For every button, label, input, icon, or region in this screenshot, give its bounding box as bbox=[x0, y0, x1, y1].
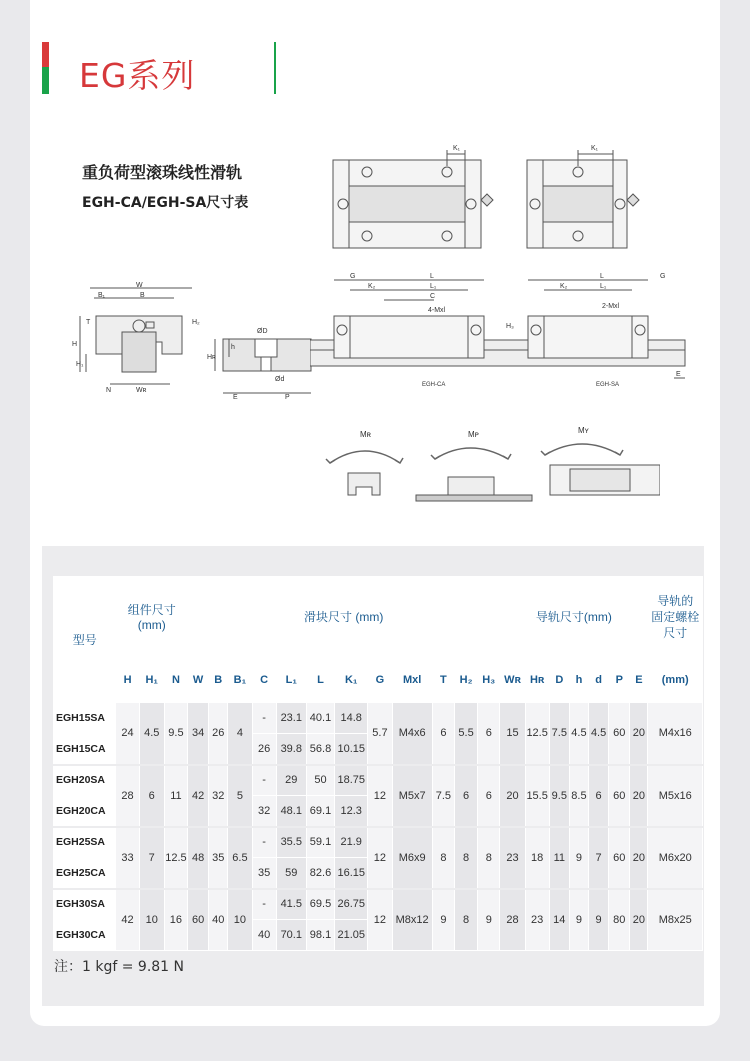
table-cell: 9 bbox=[478, 889, 500, 951]
table-cell: 29 bbox=[276, 765, 306, 796]
table-cell: 11 bbox=[549, 827, 569, 889]
table-cell: - bbox=[252, 827, 276, 858]
table-cell: 18.75 bbox=[335, 765, 368, 796]
table-cell: - bbox=[252, 889, 276, 920]
w-label: W bbox=[136, 282, 143, 289]
table-cell: 33 bbox=[116, 827, 139, 889]
column-header: L₁ bbox=[276, 657, 306, 703]
table-cell: 10 bbox=[228, 889, 252, 951]
table-cell: 9 bbox=[589, 889, 609, 951]
table-cell: 16 bbox=[164, 889, 187, 951]
table-cell: 69.5 bbox=[306, 889, 334, 920]
e-label-left: E bbox=[233, 394, 238, 400]
table-cell: 14.8 bbox=[335, 703, 368, 734]
column-header: d bbox=[589, 657, 609, 703]
table-cell: 14 bbox=[549, 889, 569, 951]
table-cell: 5.7 bbox=[368, 703, 392, 765]
table-cell: 26 bbox=[209, 703, 228, 765]
table-cell: 9 bbox=[432, 889, 454, 951]
table-cell: 7.5 bbox=[549, 703, 569, 765]
table-cell: 82.6 bbox=[306, 858, 334, 889]
c-label: C bbox=[430, 293, 436, 300]
table-cell: 7 bbox=[589, 827, 609, 889]
column-header-row bbox=[54, 657, 703, 703]
top-view-drawings bbox=[325, 140, 655, 255]
table-row bbox=[54, 765, 703, 796]
column-header: Hʀ bbox=[525, 657, 549, 703]
table-cell: 42 bbox=[116, 889, 139, 951]
table-cell: 12 bbox=[368, 765, 392, 827]
table-cell: 98.1 bbox=[306, 920, 334, 951]
table-row bbox=[54, 889, 703, 920]
table-cell: 28 bbox=[116, 765, 139, 827]
od-small-label: Ød bbox=[275, 376, 285, 383]
title-accent-green bbox=[42, 67, 49, 94]
table-cell: 23 bbox=[525, 889, 549, 951]
table-cell: 7 bbox=[139, 827, 164, 889]
assembly-header: 组件尺寸 (mm) bbox=[116, 577, 188, 657]
table-cell: EGH25CA bbox=[54, 858, 116, 889]
table-cell: 39.8 bbox=[276, 734, 306, 765]
table-cell: 56.8 bbox=[306, 734, 334, 765]
table-cell: 60 bbox=[609, 703, 630, 765]
footnote: 注：1 kgf = 9.81 N bbox=[54, 959, 185, 975]
section-title bbox=[42, 42, 276, 94]
column-header: L bbox=[306, 657, 334, 703]
g-label-right: G bbox=[660, 273, 666, 280]
column-header: C bbox=[252, 657, 276, 703]
column-header: K₁ bbox=[335, 657, 368, 703]
moment-diagrams bbox=[320, 425, 660, 510]
table-cell: 9.5 bbox=[549, 765, 569, 827]
title-divider bbox=[274, 42, 276, 94]
table-cell: 12 bbox=[368, 827, 392, 889]
e-label-right: E bbox=[676, 371, 681, 378]
od-big-label: ØD bbox=[257, 328, 268, 335]
table-cell: 48 bbox=[188, 827, 209, 889]
block-header: 滑块尺寸 (mm) bbox=[188, 577, 500, 657]
table-cell: 32 bbox=[209, 765, 228, 827]
table-cell: 12.3 bbox=[335, 796, 368, 827]
table-cell: 20 bbox=[500, 765, 525, 827]
column-header: Mxl bbox=[392, 657, 432, 703]
my-label: Mʏ bbox=[578, 426, 589, 435]
table-cell: 20 bbox=[630, 827, 648, 889]
table-cell: EGH30CA bbox=[54, 920, 116, 951]
table-cell: 11 bbox=[164, 765, 187, 827]
table-cell: M8x25 bbox=[648, 889, 703, 951]
h3-label: H₃ bbox=[506, 323, 514, 330]
rail-header: 导轨尺寸(mm) bbox=[500, 577, 648, 657]
mp-label: Mᴘ bbox=[468, 430, 479, 439]
column-header: H₁ bbox=[139, 657, 164, 703]
table-cell: 9.5 bbox=[164, 703, 187, 765]
table-cell: 5.5 bbox=[454, 703, 477, 765]
table-cell: 20 bbox=[630, 889, 648, 951]
column-header: Wʀ bbox=[500, 657, 525, 703]
table-cell: 4.5 bbox=[139, 703, 164, 765]
l-label-right: L bbox=[600, 273, 604, 280]
table-cell: 40 bbox=[209, 889, 228, 951]
table-cell: 6 bbox=[432, 703, 454, 765]
table-cell: 6 bbox=[589, 765, 609, 827]
k1-label-sa: K₁ bbox=[591, 145, 599, 152]
side-view-drawing bbox=[310, 268, 695, 400]
column-header: (mm) bbox=[648, 657, 703, 703]
table-cell: 21.9 bbox=[335, 827, 368, 858]
table-cell: 32 bbox=[252, 796, 276, 827]
four-mxl-label: 4-Mxl bbox=[428, 307, 446, 314]
table-cell: 35.5 bbox=[276, 827, 306, 858]
column-header: W bbox=[188, 657, 209, 703]
l1-label-right: L₁ bbox=[600, 283, 607, 290]
table-cell: 35 bbox=[209, 827, 228, 889]
dimension-table bbox=[53, 576, 703, 951]
n-label: N bbox=[106, 387, 112, 394]
table-body bbox=[54, 703, 703, 951]
table-cell: 80 bbox=[609, 889, 630, 951]
table-cell: 9 bbox=[569, 889, 588, 951]
column-header: H₂ bbox=[454, 657, 477, 703]
b-label: B bbox=[140, 292, 145, 299]
h-small-label: h bbox=[231, 344, 235, 351]
table-cell: 4.5 bbox=[569, 703, 588, 765]
h-label: H bbox=[72, 341, 78, 348]
table-cell: 5 bbox=[228, 765, 252, 827]
table-cell: 70.1 bbox=[276, 920, 306, 951]
egh-sa-label: EGH-SA bbox=[596, 382, 620, 388]
table-cell: 8 bbox=[454, 827, 477, 889]
table-cell: 15.5 bbox=[525, 765, 549, 827]
table-cell: EGH15SA bbox=[54, 703, 116, 734]
egh-ca-label: EGH-CA bbox=[422, 382, 446, 388]
model-header: 型号 bbox=[54, 577, 116, 703]
two-mxl-label: 2-Mxl bbox=[602, 303, 620, 310]
table-cell: 6 bbox=[478, 703, 500, 765]
l1-label-left: L₁ bbox=[430, 283, 437, 290]
t-label: T bbox=[86, 319, 91, 326]
table-cell: 21.05 bbox=[335, 920, 368, 951]
table-row bbox=[54, 703, 703, 734]
table-cell: 15 bbox=[500, 703, 525, 765]
table-cell: 34 bbox=[188, 703, 209, 765]
table-row bbox=[54, 827, 703, 858]
k2-label-left: K₂ bbox=[368, 283, 376, 290]
table-cell: - bbox=[252, 703, 276, 734]
table-cell: 40.1 bbox=[306, 703, 334, 734]
table-cell: 12.5 bbox=[525, 703, 549, 765]
table-cell: 41.5 bbox=[276, 889, 306, 920]
h2-label: H₂ bbox=[192, 319, 200, 326]
bolt-header: 导轨的 固定螺栓 尺寸 bbox=[648, 577, 703, 657]
table-cell: 6 bbox=[478, 765, 500, 827]
column-header: T bbox=[432, 657, 454, 703]
table-cell: 12 bbox=[368, 889, 392, 951]
h1-label: H₁ bbox=[76, 361, 84, 368]
table-cell: 20 bbox=[630, 765, 648, 827]
l-label-left: L bbox=[430, 273, 434, 280]
table-cell: 40 bbox=[252, 920, 276, 951]
table-cell: 59 bbox=[276, 858, 306, 889]
table-cell: 60 bbox=[188, 889, 209, 951]
table-cell: 60 bbox=[609, 765, 630, 827]
front-section-drawing bbox=[70, 280, 210, 395]
table-cell: M6x9 bbox=[392, 827, 432, 889]
table-cell: M4x16 bbox=[648, 703, 703, 765]
dimension-table-panel bbox=[42, 546, 704, 1006]
table-cell: EGH30SA bbox=[54, 889, 116, 920]
column-header: G bbox=[368, 657, 392, 703]
table-cell: 20 bbox=[630, 703, 648, 765]
product-subtitle: 重负荷型滚珠线性滑轨 bbox=[82, 163, 243, 182]
table-cell: 9 bbox=[569, 827, 588, 889]
table-cell: 4 bbox=[228, 703, 252, 765]
table-cell: 23.1 bbox=[276, 703, 306, 734]
k2-label-right: K₂ bbox=[560, 283, 568, 290]
g-label-left: G bbox=[350, 273, 356, 280]
table-cell: 42 bbox=[188, 765, 209, 827]
table-cell: 69.1 bbox=[306, 796, 334, 827]
table-cell: M8x12 bbox=[392, 889, 432, 951]
column-header: B bbox=[209, 657, 228, 703]
p-label: P bbox=[285, 394, 290, 400]
column-header: E bbox=[630, 657, 648, 703]
table-cell: 35 bbox=[252, 858, 276, 889]
column-header: N bbox=[164, 657, 187, 703]
table-cell: 12.5 bbox=[164, 827, 187, 889]
hr-label: Hʀ bbox=[207, 354, 216, 361]
column-header: D bbox=[549, 657, 569, 703]
table-cell: 59.1 bbox=[306, 827, 334, 858]
table-cell: 6.5 bbox=[228, 827, 252, 889]
table-cell: M6x20 bbox=[648, 827, 703, 889]
table-cell: 18 bbox=[525, 827, 549, 889]
table-cell: 23 bbox=[500, 827, 525, 889]
table-cell: EGH15CA bbox=[54, 734, 116, 765]
column-header: H₃ bbox=[478, 657, 500, 703]
table-cell: 16.15 bbox=[335, 858, 368, 889]
content-card bbox=[30, 0, 720, 1026]
column-header: B₁ bbox=[228, 657, 252, 703]
table-cell: 60 bbox=[609, 827, 630, 889]
table-cell: 26.75 bbox=[335, 889, 368, 920]
b1-label: B₁ bbox=[98, 292, 106, 299]
table-cell: 4.5 bbox=[589, 703, 609, 765]
table-cell: 28 bbox=[500, 889, 525, 951]
table-cell: - bbox=[252, 765, 276, 796]
mr-label: Mʀ bbox=[360, 430, 371, 439]
page-title: EG系列 bbox=[79, 56, 196, 95]
column-header: H bbox=[116, 657, 139, 703]
table-cell: EGH20SA bbox=[54, 765, 116, 796]
title-accent-red bbox=[42, 42, 49, 67]
table-cell: 7.5 bbox=[432, 765, 454, 827]
table-cell: EGH25SA bbox=[54, 827, 116, 858]
table-subtitle: EGH-CA/EGH-SA尺寸表 bbox=[82, 195, 249, 211]
table-cell: 8.5 bbox=[569, 765, 588, 827]
table-cell: 10.15 bbox=[335, 734, 368, 765]
table-cell: 6 bbox=[139, 765, 164, 827]
table-cell: 10 bbox=[139, 889, 164, 951]
column-header: h bbox=[569, 657, 588, 703]
table-cell: 26 bbox=[252, 734, 276, 765]
table-cell: 24 bbox=[116, 703, 139, 765]
table-cell: 8 bbox=[478, 827, 500, 889]
table-cell: 8 bbox=[454, 889, 477, 951]
table-cell: EGH20CA bbox=[54, 796, 116, 827]
table-cell: M5x7 bbox=[392, 765, 432, 827]
table-cell: 50 bbox=[306, 765, 334, 796]
table-cell: M4x6 bbox=[392, 703, 432, 765]
table-cell: M5x16 bbox=[648, 765, 703, 827]
k1-label-ca: K₁ bbox=[453, 145, 461, 152]
column-header: P bbox=[609, 657, 630, 703]
rail-section-drawing bbox=[205, 315, 315, 400]
table-cell: 8 bbox=[432, 827, 454, 889]
wr-label: Wʀ bbox=[136, 387, 147, 394]
table-cell: 6 bbox=[454, 765, 477, 827]
table-cell: 48.1 bbox=[276, 796, 306, 827]
